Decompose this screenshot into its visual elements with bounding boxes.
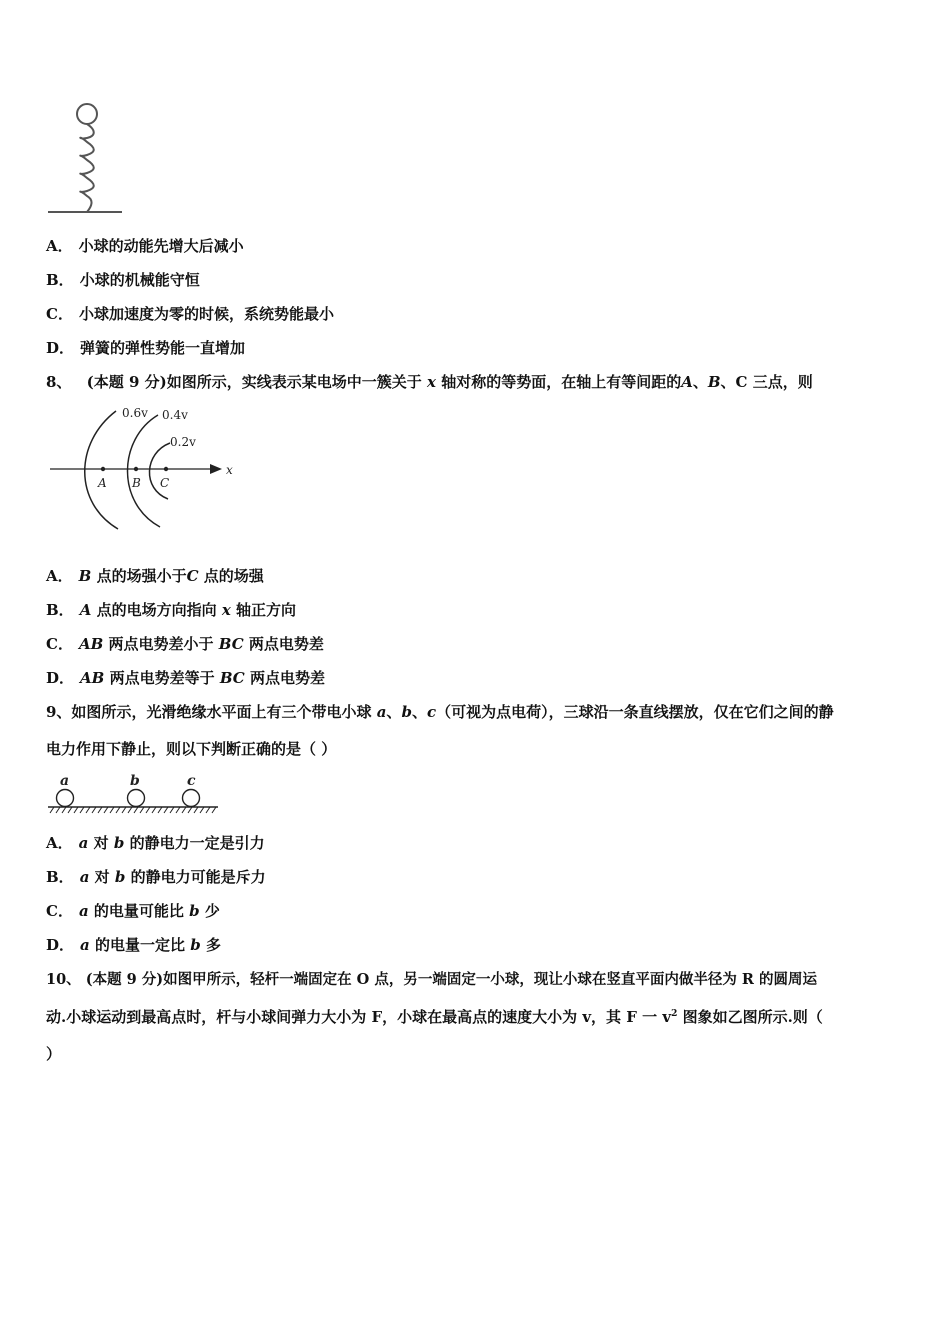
q9-option-c: C． a 的电量可能比 b 少 <box>46 902 220 920</box>
equipotential-02v <box>149 443 170 499</box>
x-axis-arrow <box>210 464 222 474</box>
ball-c <box>183 790 200 807</box>
q7-option-c: C． 小球加速度为零的时候，系统势能最小 <box>46 305 334 323</box>
equipotential-04v <box>128 415 161 527</box>
spring-ball-figure <box>44 100 128 218</box>
ball <box>77 104 97 124</box>
q9-option-b: B． a 对 b 的静电力可能是斥力 <box>46 868 266 886</box>
q7-option-b: B． 小球的机械能守恒 <box>46 271 200 289</box>
label-06v: 0.6v <box>122 406 148 420</box>
q8-option-a: A． B 点的场强小于C 点的场强 <box>46 567 264 585</box>
label-a: A <box>98 476 107 490</box>
ball-b <box>128 790 145 807</box>
label-b: B <box>132 476 141 490</box>
q8-option-b: B． A 点的电场方向指向 x 轴正方向 <box>46 601 297 619</box>
equipotential-figure <box>46 403 246 533</box>
point-a <box>101 467 105 471</box>
spring <box>80 124 94 212</box>
q7-option-d: D． 弹簧的弹性势能一直增加 <box>46 339 246 357</box>
q8-option-c: C． AB 两点电势差小于 BC 两点电势差 <box>46 635 324 653</box>
ball-a <box>57 790 74 807</box>
q9-option-d: D． a 的电量一定比 b 多 <box>46 936 221 954</box>
ball-label-b: b <box>130 773 140 789</box>
point-b <box>134 467 138 471</box>
ball-label-a: a <box>60 773 70 789</box>
q9-option-a: A． a 对 b 的静电力一定是引力 <box>46 834 265 852</box>
point-c <box>164 467 168 471</box>
label-02v: 0.2v <box>170 435 196 449</box>
ball-label-c: c <box>187 773 196 789</box>
q10-stem-line-1: 10、 (本题 9 分)如图甲所示，轻杆一端固定在 O 点，另一端固定一小球，现让小球在竖直平面内做半径为 R 的圆周运 <box>46 971 818 988</box>
q10-stem-line-3: ） <box>46 1045 62 1063</box>
label-x: x <box>226 463 233 477</box>
three-balls-figure <box>46 770 222 818</box>
label-04v: 0.4v <box>162 408 188 422</box>
q7-option-a: A． 小球的动能先增大后减小 <box>46 237 244 255</box>
q9-stem-line-2: 电力作用下静止，则以下判断正确的是（ ） <box>46 740 337 758</box>
q8-option-d: D． AB 两点电势差等于 BC 两点电势差 <box>46 669 325 687</box>
q8-stem: 8、 (本题 9 分)如图所示，实线表示某电场中一簇关于 x 轴对称的等势面，在轴上有等间距的A、B、C 三点，则 <box>46 373 813 391</box>
surface-hatching <box>50 807 216 813</box>
label-c: C <box>160 476 170 490</box>
q10-stem-line-2: 动.小球运动到最高点时，杆与小球间弹力大小为 F，小球在最高点的速度大小为 v，其 F 一 $v^2$ 图象如乙图所示.则（ <box>46 1008 823 1026</box>
q9-stem-line-1: 9、如图所示，光滑绝缘水平面上有三个带电小球 a、b、c（可视为点电荷），三球沿一条直线摆放，仅在它们之间的静 <box>46 703 834 721</box>
